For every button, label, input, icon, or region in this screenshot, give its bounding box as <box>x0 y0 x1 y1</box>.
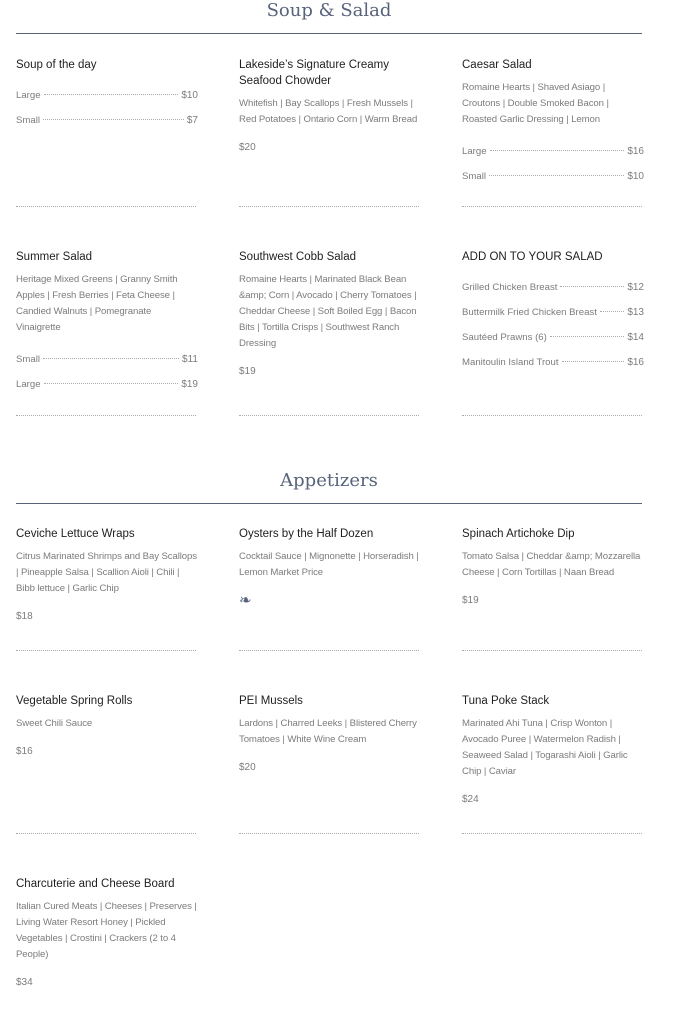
menu-item-caesar-salad <box>462 57 644 194</box>
menu-item-title: Caesar Salad <box>462 59 532 71</box>
option-label: Grilled Chicken Breast <box>462 282 558 293</box>
price-option <box>16 352 198 368</box>
menu-item-title: Summer Salad <box>16 251 93 263</box>
menu-item-description: Citrus Marinated Shrimps and Bay Scallops | Pineapple Salsa | Scallion Aioli | Chili | Bibb lettuce | Garlic Chip <box>16 551 197 594</box>
option-label: Small <box>462 171 486 182</box>
dot-leader <box>43 358 179 359</box>
option-price: $19 <box>181 379 198 390</box>
menu-item-price: $24 <box>462 794 479 805</box>
menu-item-title: Southwest Cobb Salad <box>239 251 356 263</box>
price-option <box>462 280 644 296</box>
item-separator <box>239 415 419 416</box>
price-option <box>16 88 198 104</box>
dot-leader <box>44 383 179 384</box>
menu-item-title: Vegetable Spring Rolls <box>16 695 133 707</box>
option-label: Small <box>16 354 40 365</box>
price-option <box>462 330 644 346</box>
menu-item-description: Whitefish | Bay Scallops | Fresh Mussels | Red Potatoes | Ontario Corn | Warm Bread <box>239 98 418 125</box>
dot-leader <box>43 119 184 120</box>
menu-item-description: Romaine Hearts | Marinated Black Bean &amp; Corn | Avocado | Cherry Tomatoes | Cheddar Cheese | Soft Boiled Egg | Bacon Bits | Tortilla Crisps | Southwest Ranch Dressing <box>239 274 417 349</box>
price-option <box>462 355 644 371</box>
menu-item-price: $34 <box>16 977 33 988</box>
menu-item-price: $18 <box>16 611 33 622</box>
option-price: $12 <box>627 282 644 293</box>
option-price: $16 <box>627 357 644 368</box>
menu-item-title: Soup of the day <box>16 59 97 71</box>
dot-leader <box>490 150 625 151</box>
dot-leader <box>44 94 179 95</box>
menu-item-price: $19 <box>462 595 479 606</box>
dot-leader <box>489 175 624 176</box>
menu-item-description: Tomato Salsa | Cheddar &amp; Mozzarella Cheese | Corn Tortillas | Naan Bread <box>462 551 641 578</box>
menu-item-description: Romaine Hearts | Shaved Asiago | Croutons | Double Smoked Bacon | Roasted Garlic Dressing | Lemon <box>462 82 609 125</box>
sirved-watermark: sirved <box>360 861 620 963</box>
menu-item-title: Spinach Artichoke Dip <box>462 528 575 540</box>
option-label: Small <box>16 115 40 126</box>
menu-item-ceviche-lettuce-wraps <box>16 526 198 625</box>
item-separator <box>462 650 642 651</box>
menu-item-spinach-artichoke-dip <box>462 526 644 609</box>
dot-leader <box>600 311 624 312</box>
option-price: $13 <box>627 307 644 318</box>
section-divider <box>16 503 642 504</box>
price-option <box>462 169 644 185</box>
menu-item-title: Ceviche Lettuce Wraps <box>16 528 135 540</box>
option-price: $10 <box>627 171 644 182</box>
menu-item-description: Sweet Chili Sauce <box>16 718 93 729</box>
price-option <box>462 305 644 321</box>
menu-item-description: Lardons | Charred Leeks | Blistered Cherry Tomatoes | White Wine Cream <box>239 718 417 745</box>
menu-item-southwest-cobb-salad <box>239 249 421 380</box>
dot-leader <box>562 361 625 362</box>
menu-item-description: Cocktail Sauce | Mignonette | Horseradish | Lemon Market Price <box>239 551 419 578</box>
menu-item-title: Lakeside’s Signature Creamy Seafood Chowder <box>239 59 390 87</box>
item-separator <box>239 833 419 834</box>
menu-item-title: Charcuterie and Cheese Board <box>16 878 175 890</box>
menu-item-summer-salad <box>16 249 198 402</box>
item-separator <box>16 833 196 834</box>
menu-item-tuna-poke-stack <box>462 693 644 808</box>
item-separator <box>239 650 419 651</box>
option-price: $11 <box>182 354 198 365</box>
item-separator <box>239 206 419 207</box>
menu-item-price: $20 <box>239 142 256 153</box>
menu-item-price: $19 <box>239 366 256 377</box>
option-price: $7 <box>186 115 198 126</box>
section-divider <box>16 33 642 34</box>
option-label: Large <box>16 379 41 390</box>
menu-item-description: Marinated Ahi Tuna | Crisp Wonton | Avocado Puree | Watermelon Radish | Seaweed Salad | Togarashi Aioli | Garlic Chip | Caviar <box>462 718 628 777</box>
item-separator <box>16 650 196 651</box>
item-separator <box>462 833 642 834</box>
menu-item-add-on-to-your-salad <box>462 249 644 380</box>
item-separator <box>462 415 642 416</box>
menu-item-lakeside-s-signature-creamy-seafood-chowder <box>239 57 421 156</box>
price-option <box>462 144 644 160</box>
price-option <box>16 113 198 129</box>
menu-item-pei-mussels <box>239 693 421 776</box>
option-price: $14 <box>627 332 644 343</box>
menu-item-description: Italian Cured Meats | Cheeses | Preserves | Living Water Resort Honey | Pickled Vegetables | Crostini | Crackers (2 to 4 People) <box>16 901 197 960</box>
option-label: Sautéed Prawns (6) <box>462 332 547 343</box>
item-separator <box>462 206 642 207</box>
menu-item-vegetable-spring-rolls <box>16 693 198 760</box>
option-label: Manitoulin Island Trout <box>462 357 559 368</box>
menu-item-soup-of-the-day <box>16 57 198 138</box>
gluten-free-wheat-icon: ❧ <box>239 592 252 609</box>
menu-item-oysters-by-the-half-dozen <box>239 526 421 609</box>
option-price: $10 <box>181 90 198 101</box>
option-label: Large <box>462 146 487 157</box>
menu-item-title: Tuna Poke Stack <box>462 695 550 707</box>
menu-item-price: $16 <box>16 746 33 757</box>
menu-item-description: Heritage Mixed Greens | Granny Smith Apples | Fresh Berries | Feta Cheese | Candied Walnuts | Pomegranate Vinaigrette <box>16 274 178 333</box>
section-title-appetizers: Appetizers <box>280 470 378 491</box>
section-title-soup-salad: Soup & Salad <box>266 0 392 21</box>
menu-item-title: PEI Mussels <box>239 695 303 707</box>
menu-item-charcuterie-and-cheese-board <box>16 876 198 991</box>
item-separator <box>16 206 196 207</box>
dot-leader <box>550 336 625 337</box>
item-separator <box>16 415 196 416</box>
menu-item-title: ADD ON TO YOUR SALAD <box>462 251 603 263</box>
menu-item-price: $20 <box>239 762 256 773</box>
dot-leader <box>560 286 624 287</box>
option-label: Large <box>16 90 41 101</box>
menu-item-title: Oysters by the Half Dozen <box>239 528 374 540</box>
option-label: Buttermilk Fried Chicken Breast <box>462 307 597 318</box>
price-option <box>16 377 198 393</box>
option-price: $16 <box>627 146 644 157</box>
